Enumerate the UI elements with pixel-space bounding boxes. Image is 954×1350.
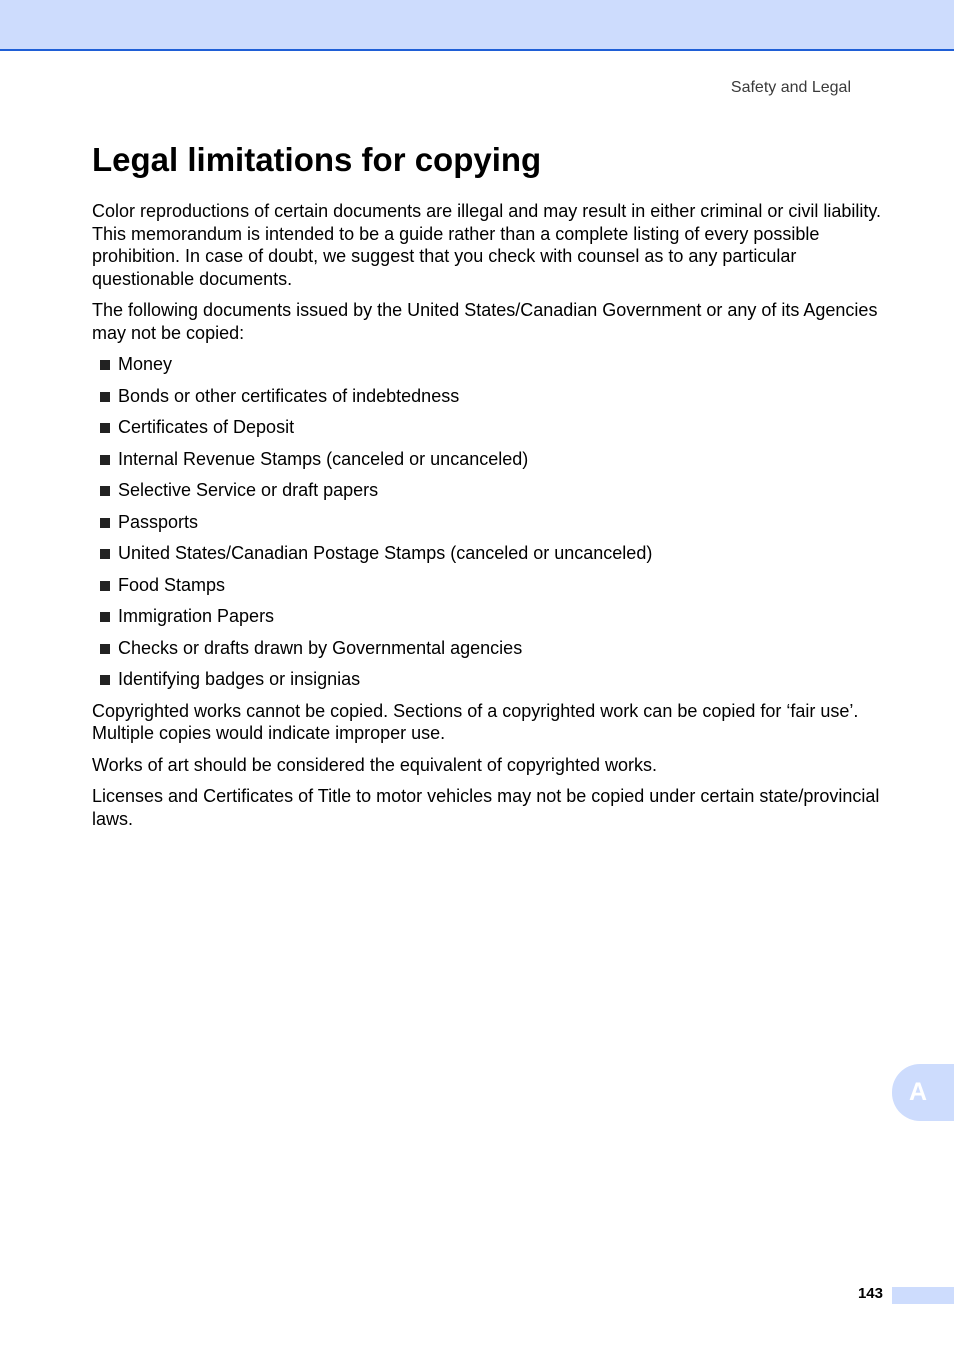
list-item-text: Checks or drafts drawn by Governmental agencies: [118, 637, 523, 658]
prohibited-documents-list: [92, 353, 892, 691]
list-item: [92, 637, 892, 660]
list-item: [92, 385, 892, 408]
square-bullet-icon: [100, 486, 110, 496]
running-header: Safety and Legal: [730, 79, 851, 96]
list-item: [92, 574, 892, 597]
square-bullet-icon: [100, 392, 110, 402]
list-item: [92, 605, 892, 628]
page-number: 143: [857, 1285, 883, 1302]
outro-paragraph: Licenses and Certificates of Title to motor vehicles may not be copied under certain state/provincial laws.: [92, 786, 880, 829]
list-item-text: Internal Revenue Stamps (canceled or uncanceled): [118, 448, 529, 469]
appendix-tab: [892, 1064, 954, 1121]
square-bullet-icon: [100, 455, 110, 465]
list-item-text: Selective Service or draft papers: [118, 480, 379, 500]
header-band: [0, 0, 954, 51]
footer-bar: [892, 1287, 954, 1304]
appendix-tab-letter: A: [908, 1078, 928, 1106]
square-bullet-icon: [100, 360, 110, 370]
list-item: [92, 448, 892, 471]
list-item: [92, 542, 892, 565]
intro-paragraph: Color reproductions of certain documents are illegal and may result in either criminal or civil liability. This memorandum is intended to be a guide rather than a complete listing of every possible prohibition. In case of doubt, we suggest that you check with counsel as to any particular questionable documents.: [92, 201, 882, 289]
outro-paragraph: Copyrighted works cannot be copied. Sections of a copyrighted work can be copied for ‘fair use’. Multiple copies would indicate improper use.: [92, 700, 859, 743]
body-content: [92, 200, 892, 839]
square-bullet-icon: [100, 644, 110, 654]
page-title: Legal limitations for copying: [92, 141, 542, 178]
list-item-text: Bonds or other certificates of indebtedness: [118, 385, 460, 406]
list-item: [92, 511, 892, 534]
square-bullet-icon: [100, 518, 110, 528]
list-item: [92, 479, 892, 502]
square-bullet-icon: [100, 423, 110, 433]
list-item-text: Money: [118, 354, 173, 374]
list-item: [92, 668, 892, 691]
list-item: [92, 353, 892, 376]
square-bullet-icon: [100, 549, 110, 559]
intro-paragraph: The following documents issued by the United States/Canadian Government or any of its Agencies may not be copied:: [92, 300, 878, 343]
list-item-text: Immigration Papers: [118, 606, 275, 626]
list-item-text: Food Stamps: [118, 574, 226, 595]
list-item-text: Certificates of Deposit: [118, 417, 295, 437]
list-item-text: Passports: [118, 511, 199, 532]
square-bullet-icon: [100, 581, 110, 591]
list-item-text: United States/Canadian Postage Stamps (canceled or uncanceled): [118, 543, 653, 563]
square-bullet-icon: [100, 675, 110, 685]
square-bullet-icon: [100, 612, 110, 622]
outro-paragraph: Works of art should be considered the equivalent of copyrighted works.: [92, 754, 657, 775]
list-item: [92, 416, 892, 439]
list-item-text: Identifying badges or insignias: [118, 669, 361, 689]
